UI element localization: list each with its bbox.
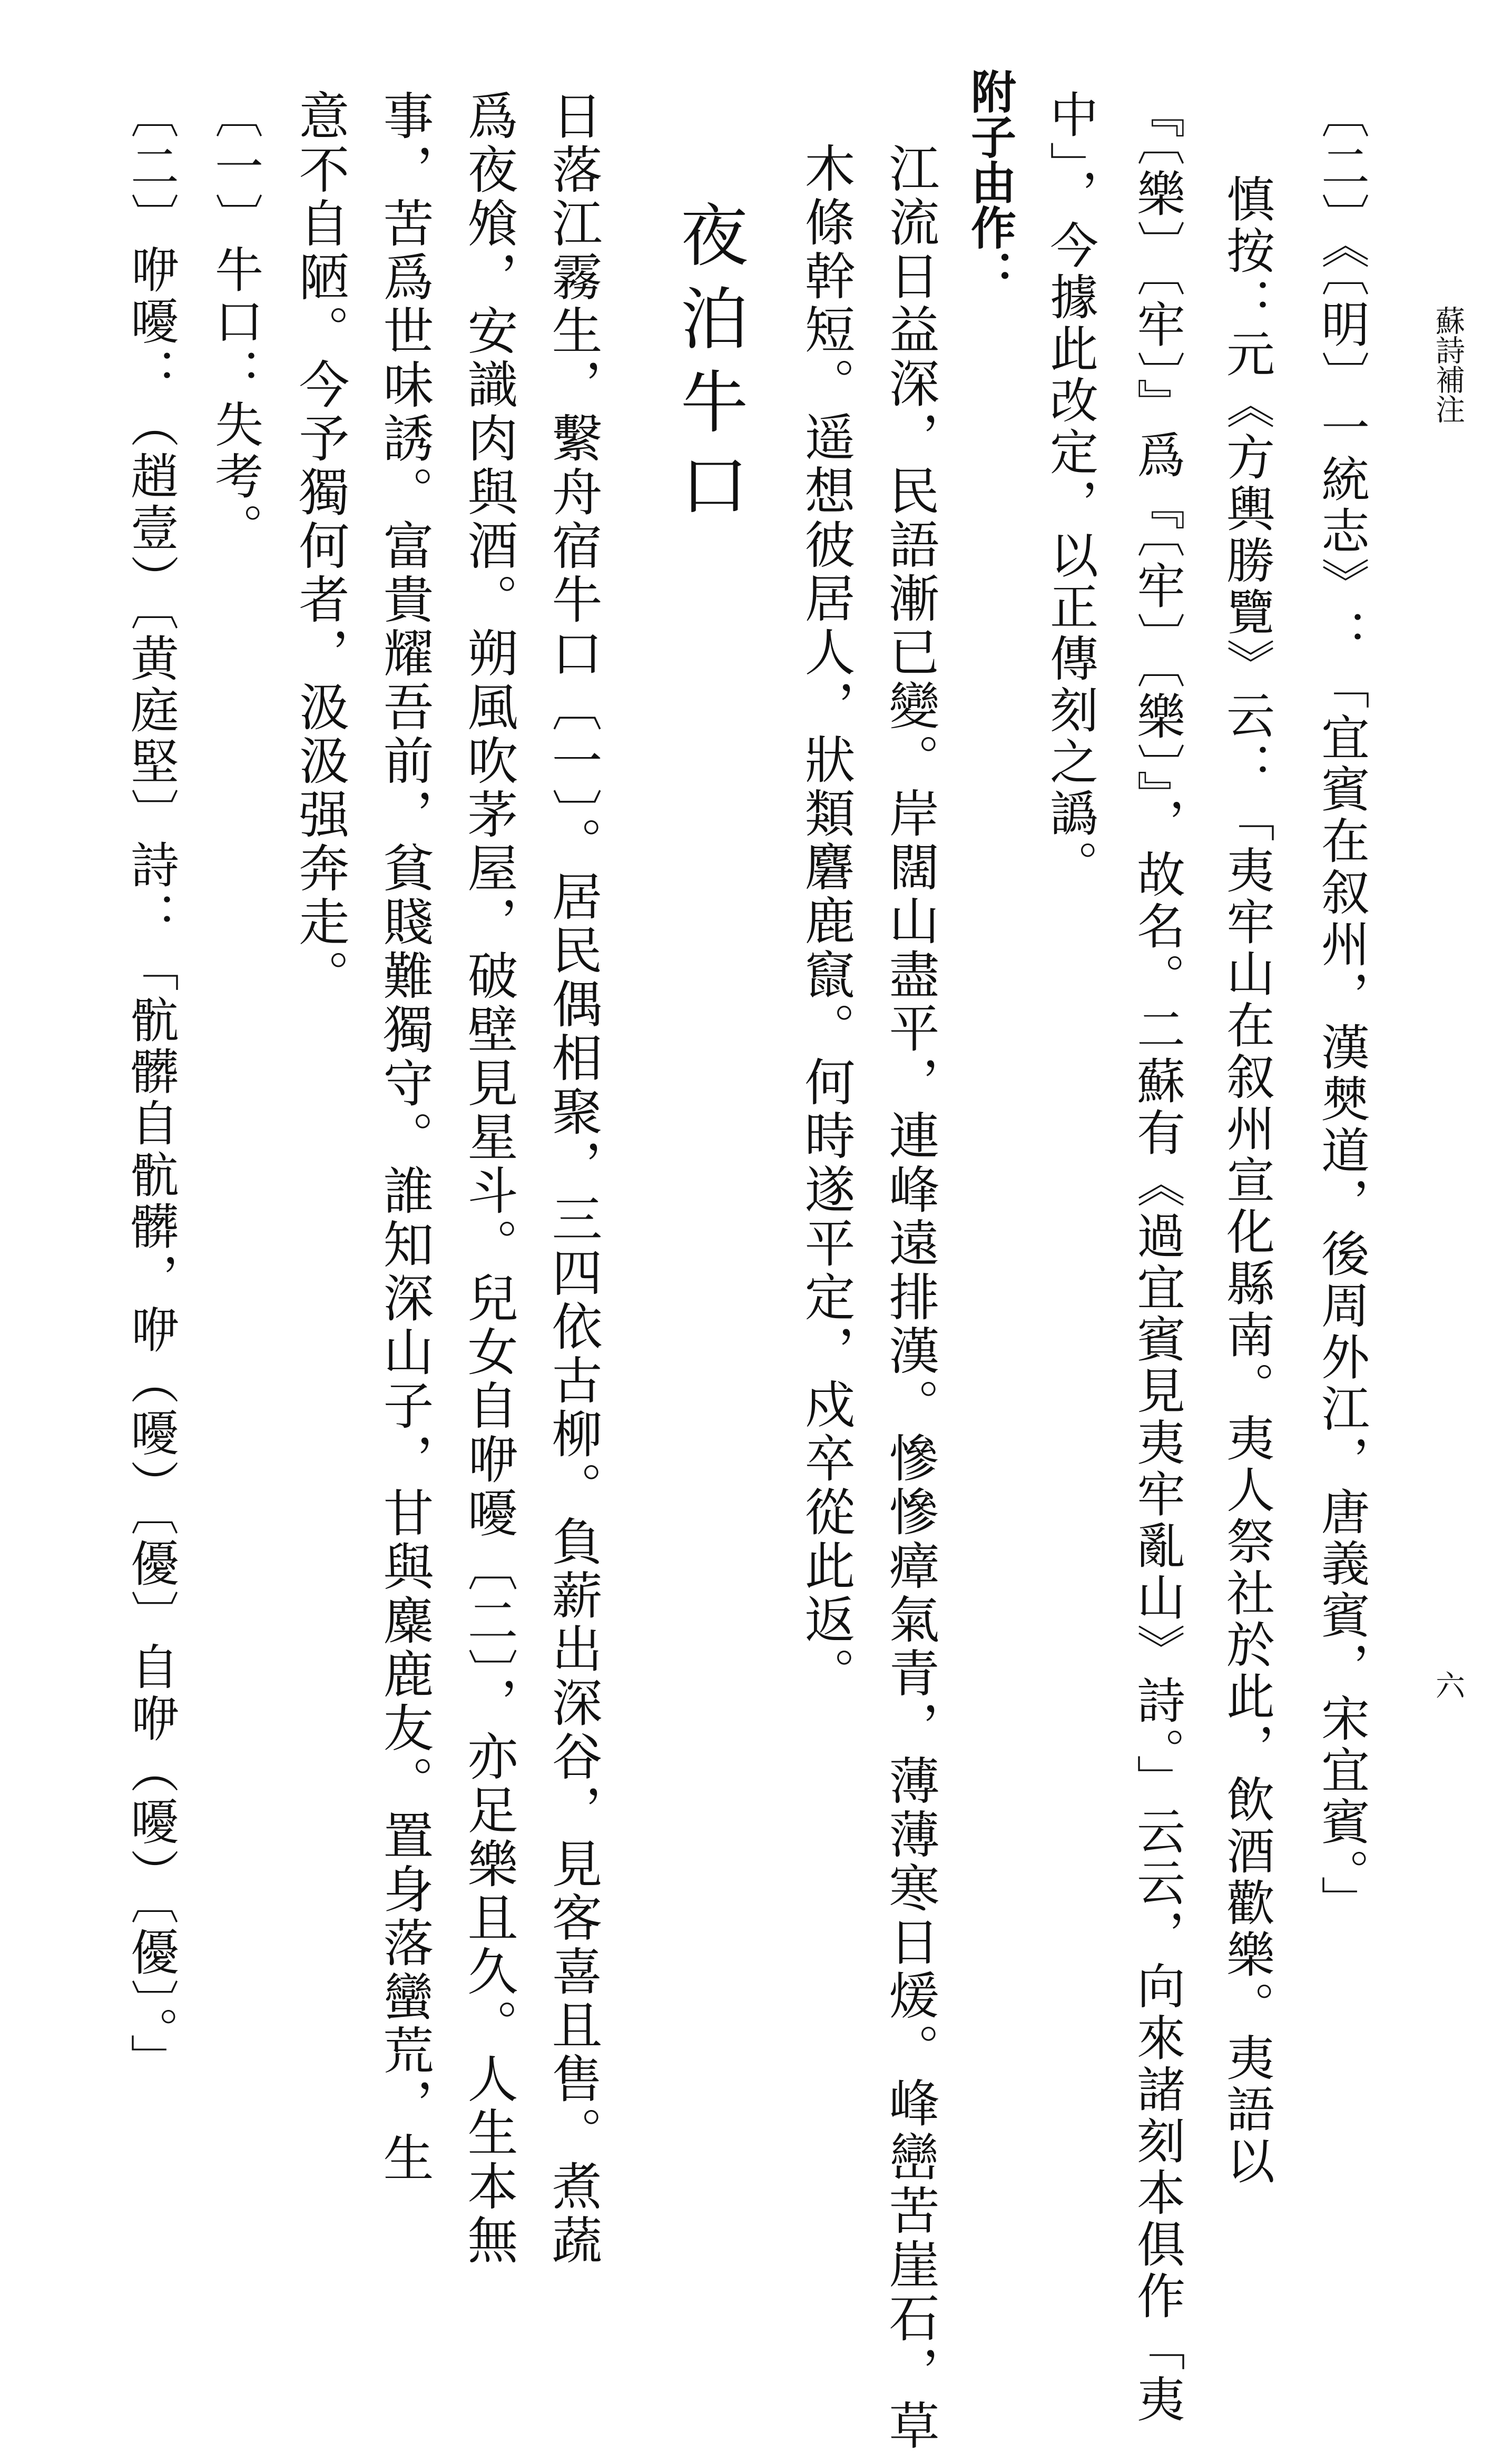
note-line: 〔二〕《〔明〕一統志》：「宜賓在叙州，漢僰道，後周外江，唐義賓，宋宜賓。」 [1313, 90, 1370, 1927]
note-line: 〔一〕牛口：失考。 [207, 90, 263, 554]
book-title: 蘇詩補注 [1431, 306, 1465, 424]
appendix-line: 江流日益深，民語漸已變。岸闊山盡平，連峰遠排漢。慘慘瘴氣青，薄薄寒日煖。峰巒苦崖石，草 [881, 142, 940, 2453]
note-line: 慎按：元《方輿勝覽》云：「夷牢山在叙州宣化縣南。夷人祭社於此，飲酒歡樂。夷語以 [1219, 174, 1275, 2187]
poem-title: 夜泊牛口 [669, 200, 748, 533]
note-line: 中」，今據此改定，以正傳刻之譌。 [1042, 90, 1098, 891]
poem-line: 爲夜飧，安識肉與酒。朔風吹茅屋，破壁見星斗。兒女自咿嚘〔二〕，亦足樂且久。人生本無 [459, 90, 518, 2268]
appendix-line: 木條幹短。遥想彼居人，狀類麏鹿竄。何時遂平定，戍卒從此返。 [797, 142, 856, 1701]
poem-line: 意不自陋。今予獨何者，汲汲强奔走。 [291, 90, 350, 1003]
poem-line: 事，苦爲世味誘。富貴耀吾前，貧賤難獨守。誰知深山子，甘與麋鹿友。置身落蠻荒，生 [375, 90, 434, 2185]
poem-line: 日落江霧生，繫舟宿牛口〔一〕。居民偶相聚，三四依古柳。負薪出深谷，見客喜且售。煮蔬 [544, 90, 603, 2268]
note-line: 〔二〕咿嚘：（趙壹）〔黄庭堅〕詩：「骯髒自骯髒，咿（嚘）〔優〕自咿（嚘）〔優〕。」 [123, 90, 179, 2085]
appendix-label: 附子由作： [963, 68, 1016, 295]
note-line: 『〔樂〕〔牢〕』爲『〔牢〕〔樂〕』，故名。二蘇有《過宜賓見夷牢亂山》詩。」云云，向來諸刻本俱作「夷 [1129, 90, 1185, 2426]
page-number: 六 [1431, 1670, 1465, 1700]
